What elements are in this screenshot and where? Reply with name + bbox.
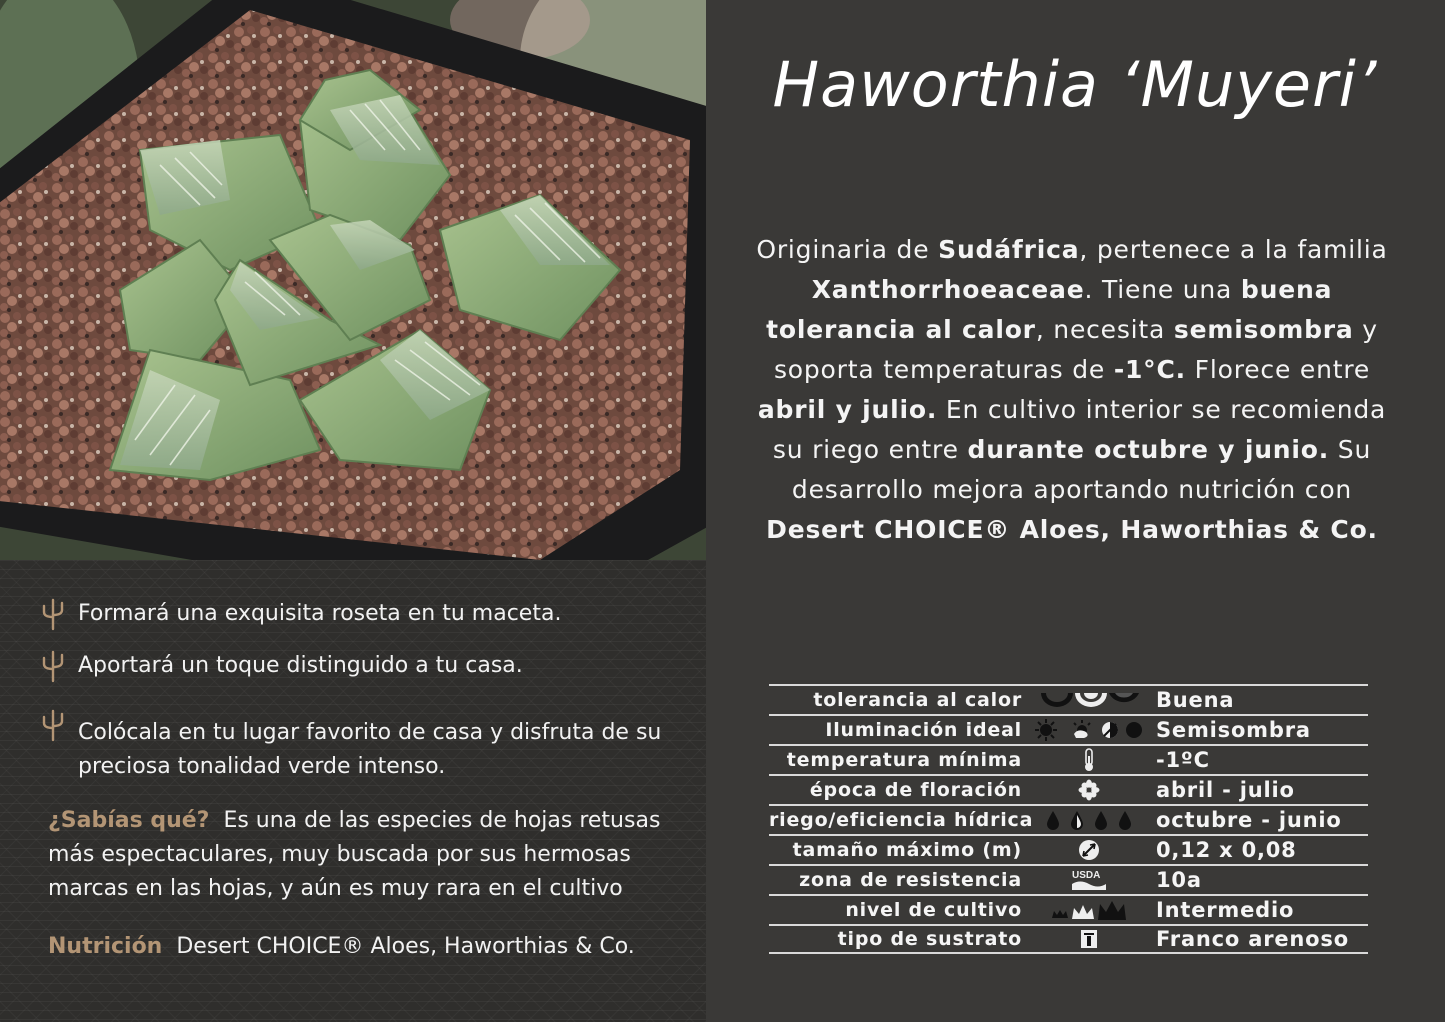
feature-item [40, 597, 678, 631]
feature-text: Aportará un toque distinguido a tu casa. [78, 653, 523, 678]
substrate-icon [1022, 929, 1156, 949]
nutrition-label: Nutrición [48, 934, 163, 959]
feature-item [40, 649, 678, 683]
spec-label: Iluminación ideal [825, 719, 1022, 741]
description-highlight: Sudáfrica [938, 235, 1080, 264]
page-title: Haworthia ‘Muyeri’ [772, 48, 1378, 121]
heat-tolerance-icons [1022, 689, 1156, 711]
description-highlight: abril y julio. [757, 395, 938, 424]
spec-value: octubre - junio [1156, 808, 1342, 832]
light-level-icons [1022, 718, 1156, 742]
description-highlight: -1°C. [1113, 355, 1186, 384]
plant-photo [0, 0, 706, 560]
spec-row-substrate [769, 924, 1368, 954]
diameter-icon [1022, 839, 1156, 861]
thermometer-icon [1022, 748, 1156, 772]
spec-label: tolerancia al calor [813, 689, 1022, 711]
spec-label: temperatura mínima [786, 749, 1022, 771]
spec-value: 0,12 x 0,08 [1156, 838, 1297, 862]
spec-row-temperature [769, 744, 1368, 774]
water-drop-icons [1022, 809, 1156, 831]
plant-description [752, 230, 1392, 550]
usda-icon [1022, 868, 1156, 892]
spec-value: 10a [1156, 868, 1202, 892]
description-highlight: durante octubre y junio. [967, 435, 1330, 464]
spec-row-difficulty [769, 894, 1368, 924]
nutrition-text: Desert CHOICE® Aloes, Haworthias & Co. [176, 934, 635, 959]
spec-row-watering [769, 804, 1368, 834]
description-highlight: Xanthorrhoeaceae [811, 275, 1085, 304]
description-text: En cultivo interior se recomienda su riego entre [772, 395, 1387, 464]
specs-table [769, 684, 1368, 954]
crown-level-icons [1022, 898, 1156, 922]
spec-value: Intermedio [1156, 898, 1295, 922]
feature-text: Formará una exquisita roseta en tu maceta. [78, 601, 562, 626]
spec-row-flowering [769, 774, 1368, 804]
spec-value: abril - julio [1156, 778, 1295, 802]
feature-item [40, 708, 678, 784]
description-text: y soporta temperaturas de [773, 315, 1378, 384]
spec-value: Buena [1156, 688, 1235, 712]
description-highlight: buena tolerancia al calor [766, 275, 1333, 344]
spec-row-light [769, 714, 1368, 744]
spec-label: nivel de cultivo [845, 899, 1022, 921]
spec-label: tipo de sustrato [837, 928, 1022, 950]
spec-value: Semisombra [1156, 718, 1311, 742]
flower-icon [1022, 779, 1156, 801]
spec-label: zona de resistencia [799, 869, 1022, 891]
did-you-know [48, 804, 688, 906]
cactus-icon [40, 649, 66, 683]
nutrition [48, 930, 688, 964]
did-you-know-text: Es una de las especies de hojas retusas más espectaculares, muy buscada por sus hermosas marcas en las hojas, y aún es muy rara en el cultivo [48, 808, 661, 901]
did-you-know-label: ¿Sabías qué? [48, 808, 210, 833]
svg-text:USDA: USDA [1072, 870, 1101, 881]
spec-value: -1ºC [1156, 748, 1210, 772]
spec-row-hardiness [769, 864, 1368, 894]
description-highlight: semisombra [1173, 315, 1354, 344]
description-text: , necesita [1035, 315, 1174, 344]
feature-text: Colócala en tu lugar favorito de casa y disfruta de su preciosa tonalidad verde intenso. [78, 720, 662, 779]
spec-row-size [769, 834, 1368, 864]
description-text: . Tiene una [1084, 275, 1241, 304]
haworthia-plant-image [0, 0, 706, 560]
description-text: Originaria de [756, 235, 939, 264]
description-text: , pertenece a la familia [1079, 235, 1388, 264]
description-text: Florece entre [1185, 355, 1371, 384]
cactus-icon [40, 597, 66, 631]
spec-label: riego/eficiencia hídrica [769, 809, 1034, 831]
description-text: Su desarrollo mejora aportando nutrición con [791, 435, 1372, 504]
cactus-icon [40, 708, 66, 742]
description-highlight: Desert CHOICE® Aloes, Haworthias & Co. [766, 515, 1378, 544]
spec-value: Franco arenoso [1156, 927, 1349, 951]
spec-label: época de floración [809, 779, 1022, 801]
spec-label: tamaño máximo (m) [792, 839, 1022, 861]
spec-row-heat [769, 684, 1368, 714]
